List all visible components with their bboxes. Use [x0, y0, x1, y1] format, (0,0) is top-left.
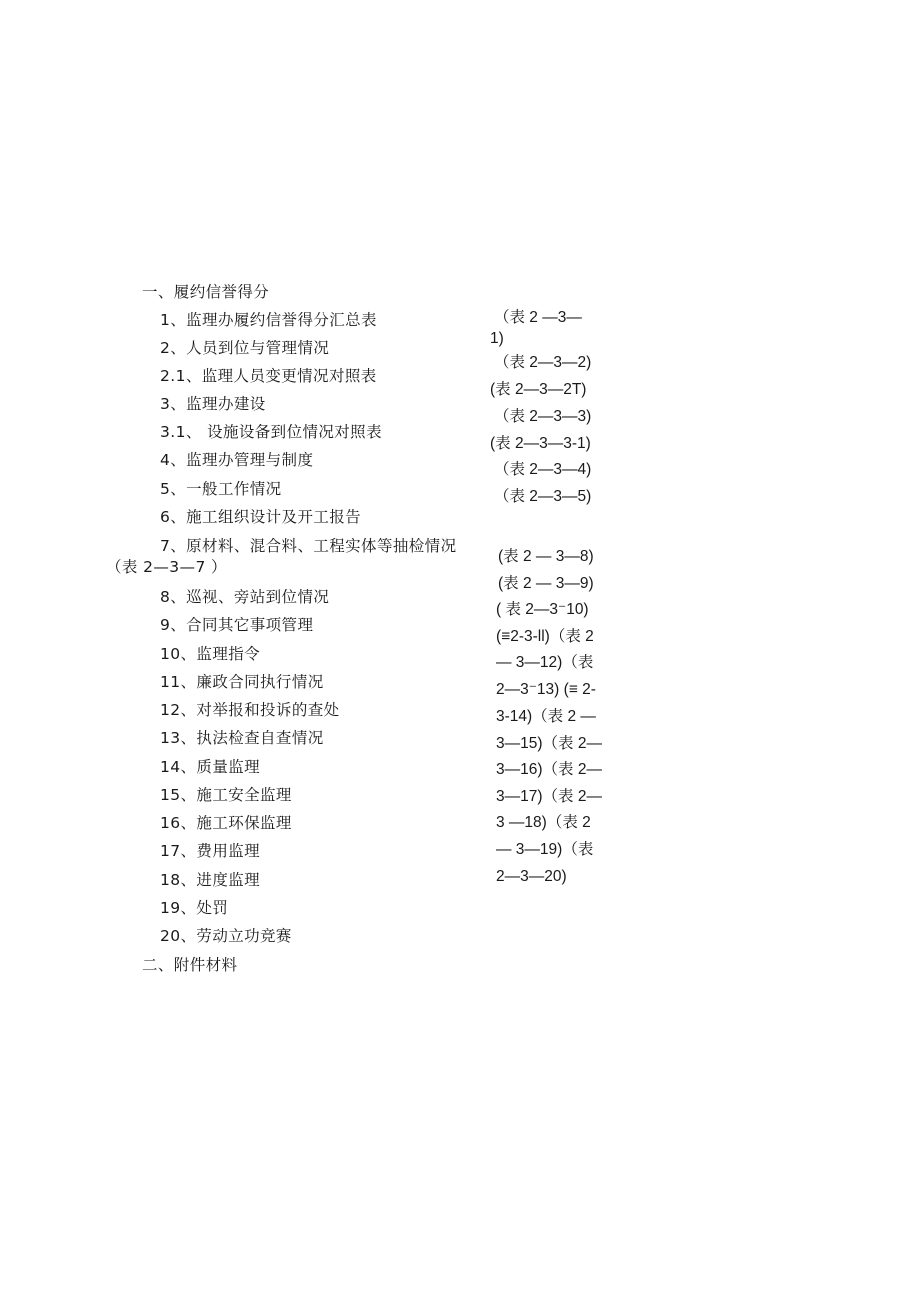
table-ref: 3—16)（表 2—: [496, 761, 602, 778]
table-ref: （表 2—3—2): [494, 354, 592, 371]
list-item: 2、人员到位与管理情况: [160, 339, 330, 357]
list-item: 17、费用监理: [160, 842, 261, 860]
section-heading-1: 一、履约信誉得分: [142, 283, 270, 301]
table-ref: 3-14)（表 2 —: [496, 708, 596, 725]
list-item: 12、对举报和投诉的查处: [160, 701, 340, 719]
table-ref: — 3—12)（表: [496, 654, 594, 671]
table-ref: — 3—19)（表: [496, 841, 594, 858]
table-ref: (表 2—3—2T): [490, 381, 587, 398]
list-item: 3.1、 设施设备到位情况对照表: [160, 423, 382, 441]
list-item: 19、处罚: [160, 899, 229, 917]
list-item: 4、监理办管理与制度: [160, 451, 314, 469]
table-ref: 3—17)（表 2—: [496, 788, 602, 805]
list-item: 8、巡视、旁站到位情况: [160, 588, 330, 606]
list-item: 1、监理办履约信誉得分汇总表: [160, 311, 377, 329]
table-ref: (表 2 — 3—8): [498, 548, 594, 565]
list-item: 7、原材料、混合料、工程实体等抽检情况: [160, 537, 457, 555]
table-ref: 2—3⁻13) (≡ 2-: [496, 681, 596, 698]
list-item: 16、施工环保监理: [160, 814, 292, 832]
list-item: 14、质量监理: [160, 758, 261, 776]
list-item: 6、施工组织设计及开工报告: [160, 508, 362, 526]
list-item: 10、监理指令: [160, 645, 261, 663]
list-item: 2.1、监理人员变更情况对照表: [160, 367, 377, 385]
list-item: 15、施工安全监理: [160, 786, 292, 804]
table-ref: 2—3—20): [496, 868, 567, 885]
section-heading-2: 二、附件材料: [142, 956, 238, 974]
list-item: 3、监理办建设: [160, 395, 266, 413]
list-item: 11、廉政合同执行情况: [160, 673, 324, 691]
table-ref: （表 2—3—3): [494, 408, 592, 425]
table-ref: （表 2—3—5): [494, 488, 592, 505]
table-ref: (表 2—3—3‑1): [490, 435, 591, 452]
list-item: 9、合同其它事项管理: [160, 616, 314, 634]
table-ref: 3 —18)（表 2: [496, 814, 591, 831]
table-ref: 3—15)（表 2—: [496, 735, 602, 752]
list-item: 20、劳动立功竞赛: [160, 927, 292, 945]
table-ref: （表 2—3—4): [494, 461, 592, 478]
table-ref: 1): [490, 330, 504, 347]
table-ref: (表 2 — 3—9): [498, 575, 594, 592]
list-item: 5、一般工作情况: [160, 480, 282, 498]
table-ref: (≡2-3-ll)（表 2: [496, 628, 594, 645]
list-item: 18、进度监理: [160, 871, 261, 889]
list-item-continuation: （表 2—3—7 ）: [106, 558, 227, 576]
table-ref: ( 表 2—3⁻10): [496, 601, 589, 618]
list-item: 13、执法检查自查情况: [160, 729, 324, 747]
table-ref: （表 2 —3—: [494, 309, 582, 326]
